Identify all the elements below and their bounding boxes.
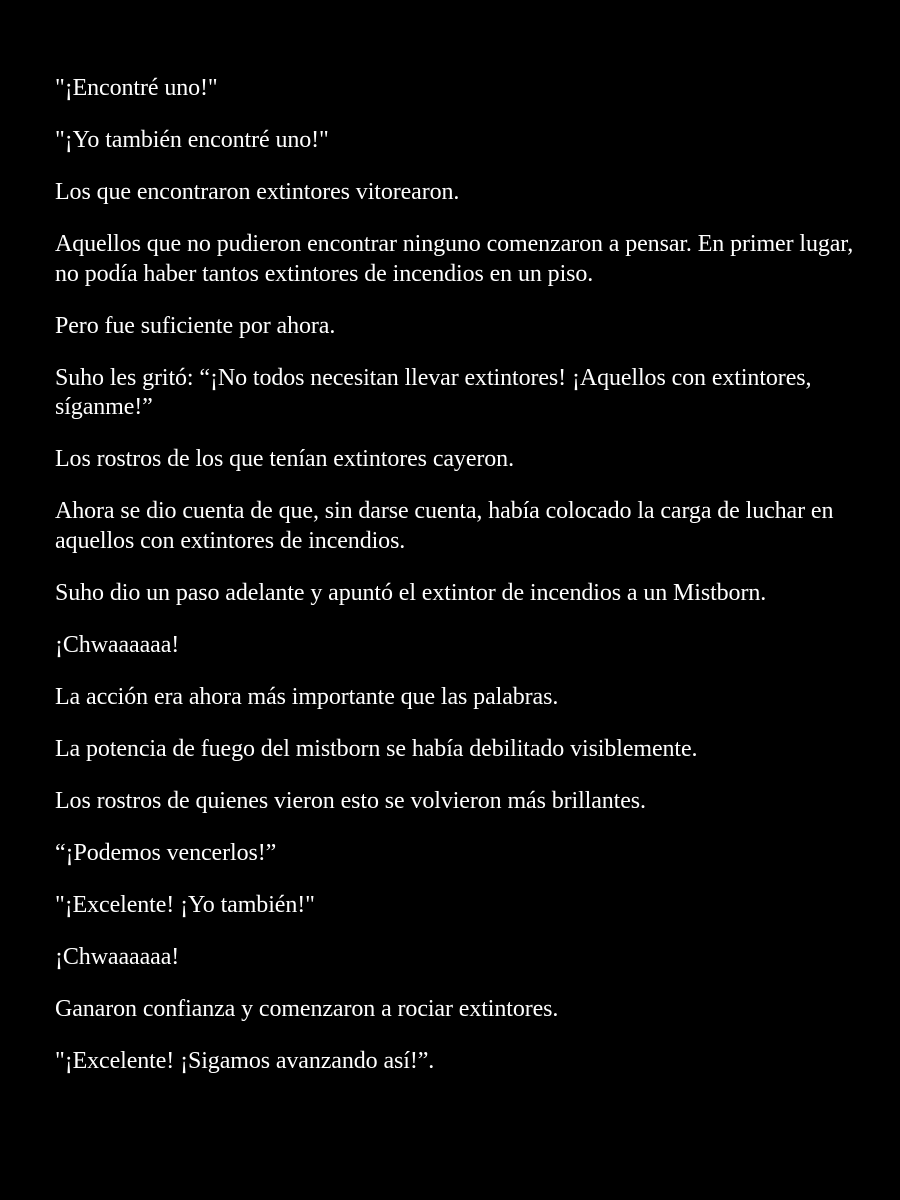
paragraph: La acción era ahora más importante que las palabras. bbox=[55, 683, 559, 710]
paragraph: Ahora se dio cuenta de que, sin darse cuenta, había colocado la carga de luchar en aquellos con extintores de incendios. bbox=[55, 498, 834, 554]
paragraph: Los rostros de quienes vieron esto se volvieron más brillantes. bbox=[55, 787, 646, 814]
paragraph: ¡Chwaaaaaa! bbox=[55, 943, 180, 970]
paragraph: Aquellos que no pudieron encontrar ninguno comenzaron a pensar. En primer lugar, no podía haber tantos extintores de incendios en un piso. bbox=[55, 231, 854, 287]
paragraph: Suho les gritó: “¡No todos necesitan llevar extintores! ¡Aquellos con extintores, síganme!” bbox=[55, 364, 812, 420]
paragraph: Ganaron confianza y comenzaron a rociar extintores. bbox=[55, 995, 559, 1022]
paragraph: "¡Excelente! ¡Sigamos avanzando así!”. bbox=[55, 1047, 435, 1074]
paragraph: La potencia de fuego del mistborn se había debilitado visiblemente. bbox=[55, 735, 698, 762]
paragraph: “¡Podemos vencerlos!” bbox=[55, 839, 277, 866]
paragraph: Pero fue suficiente por ahora. bbox=[55, 312, 336, 339]
paragraph: Suho dio un paso adelante y apuntó el extintor de incendios a un Mistborn. bbox=[55, 579, 767, 606]
paragraph: "¡Excelente! ¡Yo también!" bbox=[55, 891, 315, 918]
paragraph: ¡Chwaaaaaa! bbox=[55, 631, 180, 658]
paragraph: Los rostros de los que tenían extintores cayeron. bbox=[55, 446, 514, 472]
paragraph: "¡Yo también encontré uno!" bbox=[55, 127, 329, 153]
paragraph: "¡Encontré uno!" bbox=[55, 75, 218, 101]
paragraph: Los que encontraron extintores vitorearon. bbox=[55, 179, 460, 205]
